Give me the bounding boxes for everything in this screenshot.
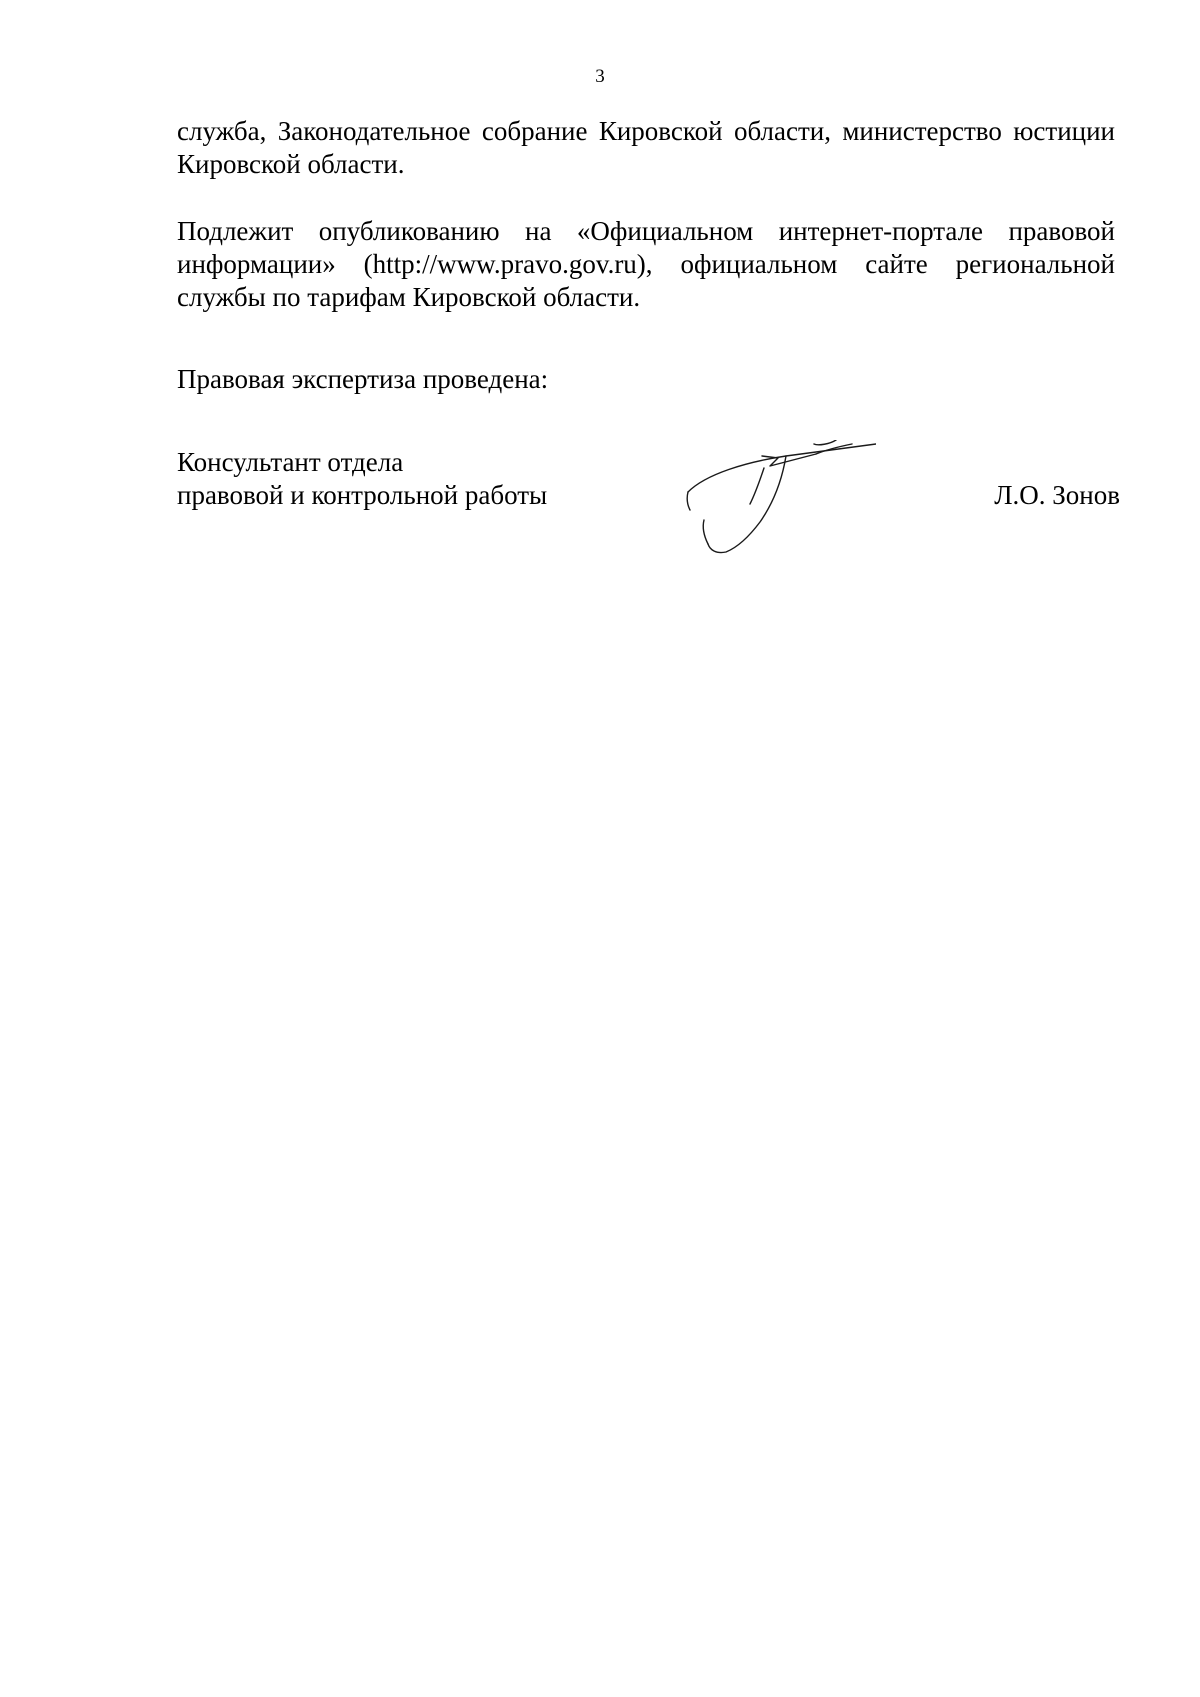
paragraph-publication: Подлежит опубликованию на «Официальном интернет-портале правовой информации» (http://www.pravo.gov.ru), официальном сайте региональной службы по тарифам Кировской области.: [177, 216, 1115, 312]
signatory-position: [177, 446, 547, 512]
signatory-position-line1: Консультант отдела: [177, 447, 404, 477]
handwritten-signature-icon: [686, 440, 876, 560]
signatory-position-line2: правовой и контрольной работы: [177, 480, 548, 510]
paragraph-recipients: служба, Законодательное собрание Кировской области, министерство юстиции Кировской области.: [177, 116, 1115, 179]
paragraph-legal-review: Правовая экспертиза проведена:: [177, 364, 549, 394]
signatory-name: Л.О. Зонов: [994, 480, 1120, 510]
page-number: 3: [595, 66, 605, 87]
